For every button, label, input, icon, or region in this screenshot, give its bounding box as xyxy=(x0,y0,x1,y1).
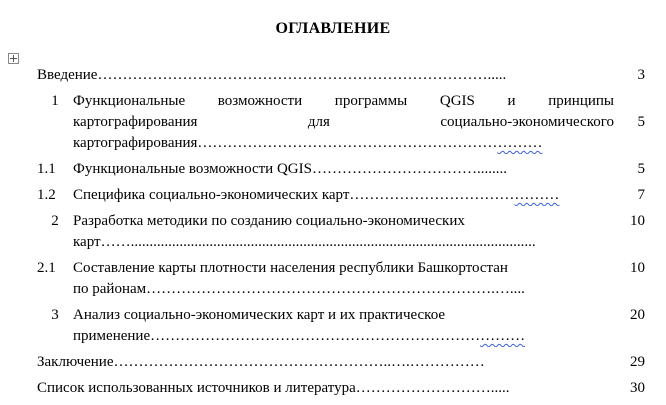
toc-entry-text-line: по районам…………………………………………………………….….... xyxy=(73,281,525,297)
toc-page-number: 30 xyxy=(630,380,645,396)
toc-entry-text-line: картографирования…………………………………………………………… xyxy=(73,135,543,151)
toc-entry-number: 2 xyxy=(51,213,59,229)
toc-entry-text: Специфика социально-экономических карт…………………………………… xyxy=(73,187,560,203)
toc-entry-1-1[interactable] xyxy=(37,159,645,180)
toc-entry-conclusion[interactable] xyxy=(37,352,645,373)
spellcheck-squiggle: ……… xyxy=(480,328,526,344)
toc-entry-references[interactable] xyxy=(37,378,645,399)
toc-entry-number: 1.1 xyxy=(37,161,56,177)
toc-entry-text-line: Функциональные возможности программы QGIS и принципы xyxy=(73,93,614,109)
toc-entry-text: Список использованных источников и литература………………………..... xyxy=(37,380,510,396)
toc-entry-text-line: применение………………………………………………………………… xyxy=(73,328,526,344)
toc-entry-text: Введение……………………………………………………………………..... xyxy=(37,67,507,83)
toc-entry-number: 1.2 xyxy=(37,187,56,203)
table-move-handle-icon[interactable] xyxy=(8,53,19,64)
table-of-contents xyxy=(37,65,645,404)
toc-entry-text-line: Анализ социально-экономических карт и их практическое xyxy=(73,307,446,323)
toc-entry-1-2[interactable] xyxy=(37,185,645,206)
toc-page-number: 5 xyxy=(637,161,645,177)
toc-entry-text-line: картографирования для социально-экономического xyxy=(73,114,614,130)
toc-entry-text-line: Составление карты плотности населения республики Башкортостан xyxy=(73,260,508,276)
toc-page-number: 10 xyxy=(630,260,645,276)
toc-page-number: 3 xyxy=(637,67,645,83)
toc-entry-number: 2.1 xyxy=(37,260,56,276)
toc-page-number: 5 xyxy=(637,114,645,130)
toc-page-number: 20 xyxy=(630,307,645,323)
spellcheck-squiggle: ……… xyxy=(514,187,560,203)
toc-entry-2[interactable] xyxy=(37,211,645,253)
toc-entry-text: Заключение………………………………………………..….…………… xyxy=(37,354,485,370)
spellcheck-squiggle: ……… xyxy=(497,135,543,151)
toc-page-number: 10 xyxy=(630,213,645,229)
toc-page-number: 7 xyxy=(637,187,645,203)
toc-entry-2-1[interactable] xyxy=(37,258,645,300)
toc-entry-3[interactable] xyxy=(37,305,645,347)
toc-entry-number: 3 xyxy=(51,307,59,323)
toc-entry-introduction[interactable] xyxy=(37,65,645,86)
toc-entry-1[interactable] xyxy=(37,91,645,154)
toc-entry-text-line: карт……............................................................................................................ xyxy=(73,234,536,250)
toc-entry-text-line: Разработка методики по созданию социально-экономических xyxy=(73,213,465,229)
toc-title: ОГЛАВЛЕНИЕ xyxy=(275,20,391,37)
toc-entry-number: 1 xyxy=(51,93,59,109)
toc-page-number: 29 xyxy=(630,354,645,370)
toc-entry-text: Функциональные возможности QGIS……………………………........ xyxy=(73,161,507,177)
